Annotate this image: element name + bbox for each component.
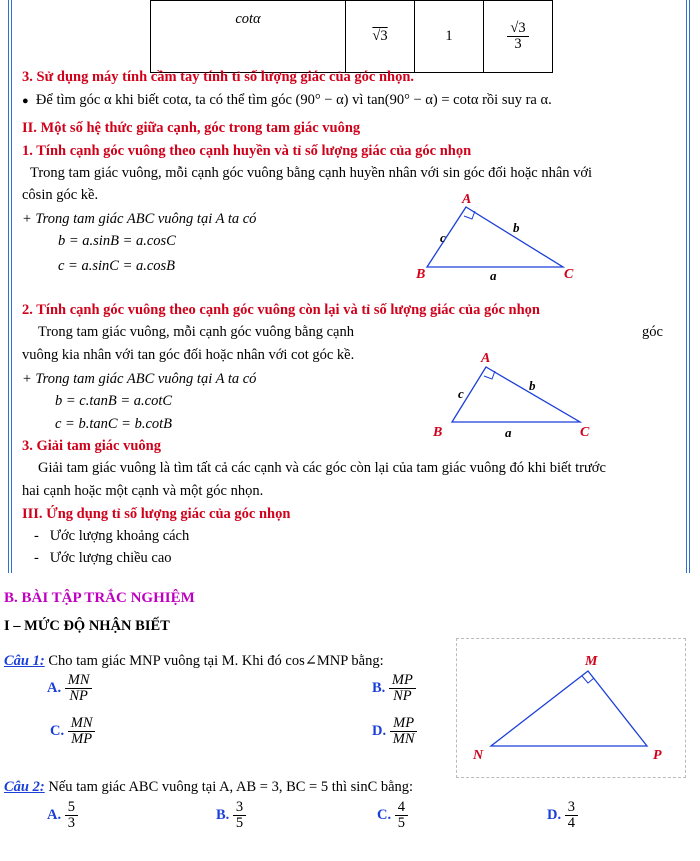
sub3-text1: Giải tam giác vuông là tìm tất cả các cạnh và các góc còn lại của tam giác vuông đó khi biết trước: [38, 460, 606, 476]
question-2: [4, 779, 413, 796]
sub2-text1b: góc: [642, 324, 663, 340]
sub1-formula2: c = a.sinC = a.cosB: [58, 258, 176, 274]
q2-option-d-fraction: [565, 800, 578, 831]
right-angle-mark-2: [484, 371, 495, 379]
part2-title: II. Một số hệ thức giữa cạnh, góc trong tam giác vuông: [22, 120, 361, 136]
q2-option-a[interactable]: [47, 800, 78, 831]
part3-item-1-text: Ước lượng khoảng cách: [49, 528, 190, 544]
q1-b-num: MP: [389, 673, 416, 689]
section3-title: 3. Sử dụng máy tính cầm tay tính tỉ số lượng giác của góc nhọn.: [22, 69, 415, 85]
vertex-a-label-2: A: [481, 351, 491, 366]
q2-option-c-fraction: [395, 800, 408, 831]
q1-option-a[interactable]: [47, 673, 92, 704]
q1-d-den: MN: [392, 731, 415, 748]
table-cell-1: [415, 1, 484, 73]
triangle-abc-1-shape: [427, 207, 563, 267]
section-b-title: B. BÀI TẬP TRẮC NGHIỆM: [4, 590, 195, 606]
part3-title: III. Ứng dụng tỉ số lượng giác của góc nhọn: [22, 506, 291, 522]
q1-option-c[interactable]: [50, 716, 95, 747]
frac-den: 3: [514, 36, 522, 52]
q2-a-num: 5: [65, 800, 78, 816]
sub2-case: + Trong tam giác ABC vuông tại A ta có: [22, 371, 257, 387]
frac-num: √3: [507, 21, 528, 37]
q2-a-den: 3: [67, 815, 75, 832]
q1-a-den: NP: [69, 688, 88, 705]
triangle-mnp: [456, 638, 686, 778]
q2-b-num: 3: [233, 800, 246, 816]
q2-option-d[interactable]: [547, 800, 578, 831]
q2-option-d-letter: D.: [547, 807, 562, 824]
side-a-label-2: a: [505, 425, 512, 440]
q2-b-den: 5: [235, 815, 244, 832]
sub1-text1: Trong tam giác vuông, mỗi cạnh góc vuông bằng cạnh huyền nhân với sin góc đối hoặc nhân với: [30, 165, 593, 181]
sub2-formula2: c = b.tanC = b.cotB: [55, 416, 173, 432]
part3-item-1: - Ước lượng khoảng cách: [34, 528, 190, 544]
side-a-label: a: [490, 268, 497, 283]
value-one: 1: [445, 28, 453, 44]
q1-option-a-fraction: [65, 673, 93, 704]
vertex-c-label: C: [564, 267, 574, 282]
sub3-title: 3. Giải tam giác vuông: [22, 438, 161, 454]
q1-option-b-letter: B.: [372, 680, 386, 697]
level-i-title: I – MỨC ĐỘ NHẬN BIẾT: [4, 618, 170, 634]
part3-item-2-text: Ước lượng chiều cao: [49, 550, 172, 566]
q1-option-b[interactable]: [372, 673, 416, 704]
value-sqrt3: √3: [372, 28, 388, 44]
vertex-p-label: P: [653, 748, 662, 763]
part3-item-2: - Ước lượng chiều cao: [34, 550, 172, 566]
table-cell-sqrt3: [346, 1, 415, 73]
side-b-label: b: [513, 220, 520, 235]
q2-option-c[interactable]: [377, 800, 408, 831]
sub2-text1a: Trong tam giác vuông, mỗi cạnh góc vuông bằng cạnh: [38, 324, 354, 340]
sub2-text2: vuông kia nhân với tan góc đối hoặc nhân với cot góc kề.: [22, 347, 355, 363]
cot-label: cotα: [235, 11, 261, 27]
q1-option-d[interactable]: [372, 716, 417, 747]
q1-c-num: MN: [68, 716, 96, 732]
sub2-title: 2. Tính cạnh góc vuông theo cạnh góc vuông còn lại và tỉ số lượng giác của góc nhọn: [22, 302, 540, 318]
vertex-b-label: B: [416, 267, 426, 282]
side-b-label-2: b: [529, 378, 536, 393]
q2-option-a-letter: A.: [47, 807, 62, 824]
q1-b-den: NP: [393, 688, 412, 705]
triangle-abc-1: [410, 190, 590, 285]
vertex-n-label: N: [473, 748, 484, 763]
q2-d-den: 4: [567, 815, 575, 832]
side-c-label: c: [440, 230, 446, 245]
q1-option-c-letter: C.: [50, 723, 65, 740]
q2-option-b[interactable]: [216, 800, 246, 831]
vertex-b-label-2: B: [433, 425, 443, 440]
sub1-case: + Trong tam giác ABC vuông tại A ta có: [22, 211, 257, 227]
side-c-label-2: c: [458, 386, 464, 401]
vertex-c-label-2: C: [580, 425, 590, 440]
q1-option-c-fraction: [68, 716, 96, 747]
q1-text: Cho tam giác MNP vuông tại M. Khi đó cos∠MNP bằng:: [48, 653, 384, 669]
q1-option-a-letter: A.: [47, 680, 62, 697]
question-1: [4, 653, 384, 670]
q2-c-num: 4: [395, 800, 408, 816]
vertex-m-label: M: [585, 654, 598, 669]
sub1-formula1: b = a.sinB = a.cosC: [58, 233, 176, 249]
q2-d-num: 3: [565, 800, 578, 816]
sub1-title: 1. Tính cạnh góc vuông theo cạnh huyền và tỉ số lượng giác của góc nhọn: [22, 143, 472, 159]
triangle-mnp-shape: [491, 671, 647, 746]
q1-label: Câu 1:: [4, 653, 45, 669]
q1-c-den: MP: [71, 731, 93, 748]
q2-option-b-fraction: [233, 800, 246, 831]
triangle-abc-2: [425, 345, 605, 443]
q2-c-den: 5: [397, 815, 405, 832]
sub2-formula1: b = c.tanB = a.cotC: [55, 393, 173, 409]
q2-option-b-letter: B.: [216, 807, 230, 824]
q1-d-num: MP: [390, 716, 417, 732]
triangle-abc-2-shape: [452, 367, 580, 422]
table-cell-sqrt3-over-3: [484, 1, 553, 73]
trig-table: [150, 0, 553, 73]
q2-option-a-fraction: [65, 800, 78, 831]
q1-option-d-fraction: [390, 716, 418, 747]
section3-bullet-text: Để tìm góc α khi biết cotα, ta có thể tìm góc (90° − α) vì tan(90° − α) = cotα rồi suy ra α.: [35, 92, 552, 108]
value-sqrt3-over-3: [507, 21, 528, 52]
q2-label: Câu 2:: [4, 779, 45, 795]
table-label-cell: [151, 1, 346, 73]
q1-option-b-fraction: [389, 673, 416, 704]
q1-a-num: MN: [65, 673, 93, 689]
q1-option-d-letter: D.: [372, 723, 387, 740]
q2-text: Nếu tam giác ABC vuông tại A, AB = 3, BC = 5 thì sinC bằng:: [48, 779, 414, 795]
sub3-text2: hai cạnh hoặc một cạnh và một góc nhọn.: [22, 483, 264, 499]
sub1-text2: côsin góc kề.: [22, 187, 99, 203]
q2-option-c-letter: C.: [377, 807, 392, 824]
vertex-a-label: A: [462, 192, 472, 207]
section3-bullet: ● Để tìm góc α khi biết cotα, ta có thể tìm góc (90° − α) vì tan(90° − α) = cotα rồi suy ra α.: [22, 92, 552, 108]
